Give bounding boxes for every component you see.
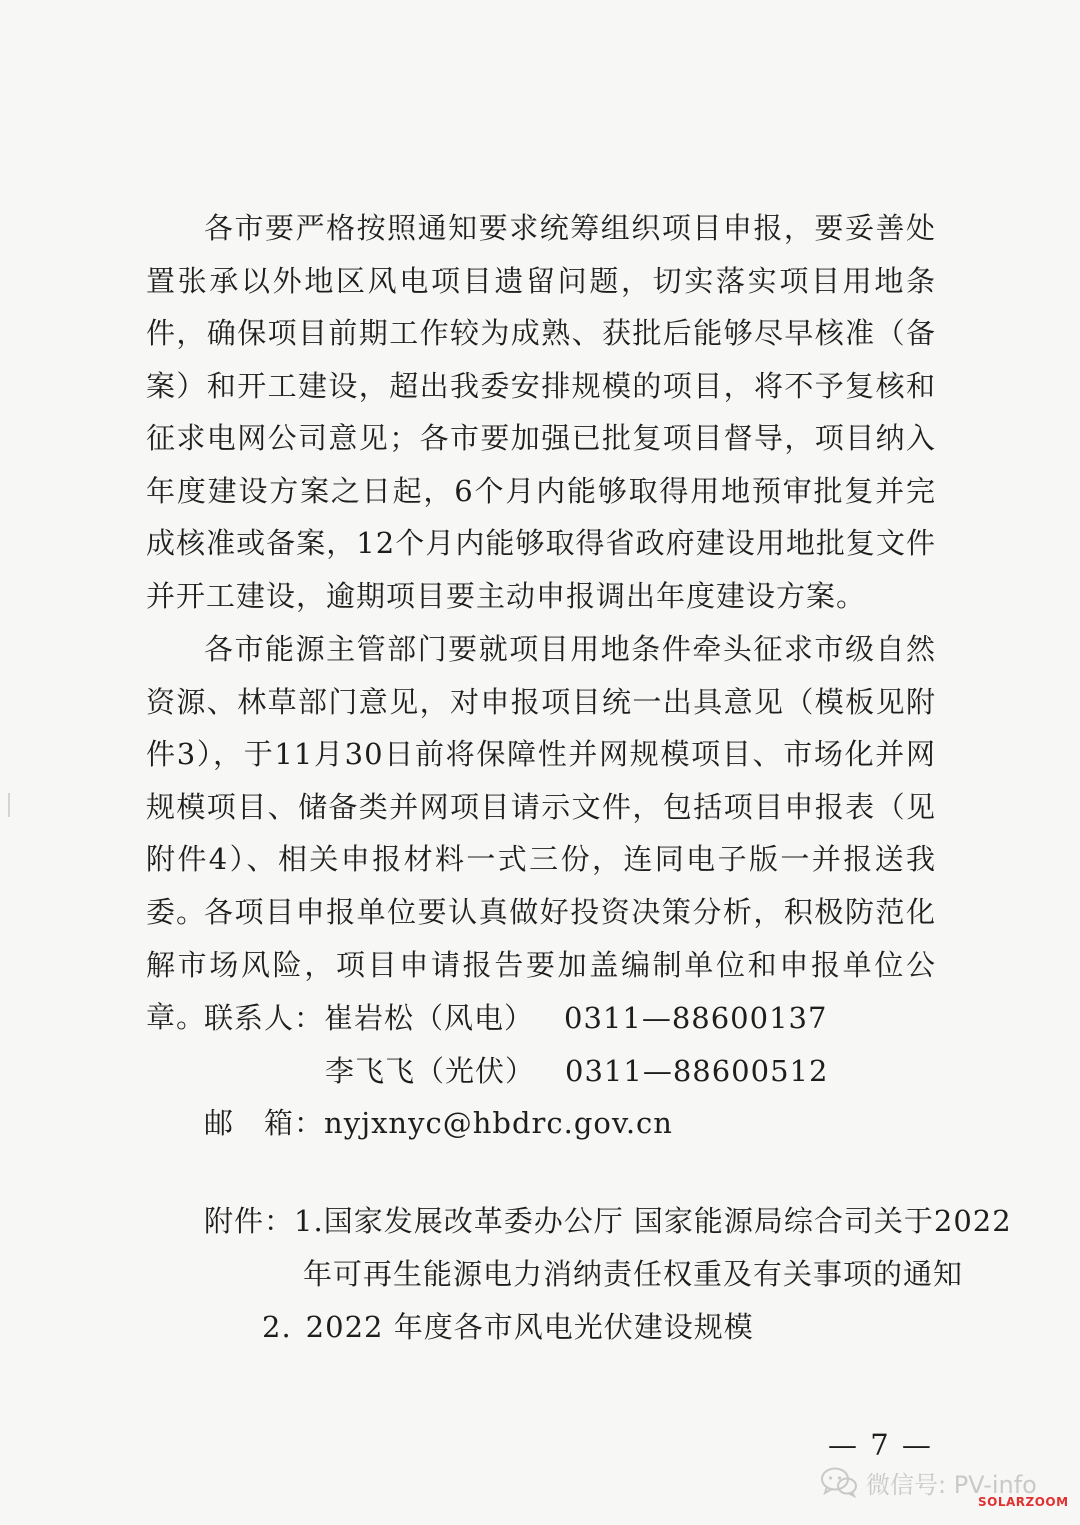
contact-name: 崔岩松（风电） xyxy=(324,1001,535,1035)
contact-label: 联系人： xyxy=(204,1001,325,1035)
paragraph-project-requirements: 各市要严格按照通知要求统筹组织项目申报，要妥善处置张承以外地区风电项目遗留问题，切实落实项目用地条件，确保项目前期工作较为成熟、获批后能够尽早核准（备案）和开工建设，超出我委安排规模的项目，将不予复核和征求电网公司意见；各市要加强已批复项目督导，项目纳入年度建设方案之日起，6个月内能够取得用地预审批复并完成核准或备案，12个月内能够取得省政府建设用地批复文件并开工建设，逾期项目要主动申报调出年度建设方案。 xyxy=(146,211,936,613)
paragraph-investment-analysis: 各项目申报单位要认真做好投资决策分析，积极防范化解市场风险，项目申请报告要加盖编制单位和申报单位公章。 xyxy=(146,895,936,1034)
wechat-icon xyxy=(820,1466,858,1498)
email-line xyxy=(204,1097,673,1149)
watermark-text: 微信号: PV-info xyxy=(866,1470,1037,1499)
brand-logo-text: SOLARZOOM xyxy=(978,1495,1069,1509)
attachment-item-2 xyxy=(262,1301,754,1353)
contact-line-wind xyxy=(204,992,827,1044)
attachment-label: 附件： xyxy=(204,1204,295,1238)
page-number: — 7 — xyxy=(828,1428,933,1462)
attachment-number: 1. xyxy=(294,1204,324,1238)
email-address: nyjxnyc@hbdrc.gov.cn xyxy=(324,1106,673,1140)
email-label: 邮 箱： xyxy=(204,1106,325,1140)
paragraph-land-use-opinions: 各市能源主管部门要就项目用地条件牵头征求市级自然资源、林草部门意见，对申报项目统一出具意见（模板见附件3），于11月30日前将保障性并网规模项目、市场化并网规模项目、储备类并网项目请示文件，包括项目申报表（见附件4）、相关申报材料一式三份，连同电子版一并报送我委。 xyxy=(146,632,936,929)
attachment-number: 2. xyxy=(262,1310,292,1344)
attachment-title: 2022 年度各市风电光伏建设规模 xyxy=(305,1310,754,1344)
attachment-item-1-continued xyxy=(303,1248,963,1300)
attachment-item-1 xyxy=(204,1195,1012,1247)
attachment-title: 国家发展改革委办公厅 国家能源局综合司关于2022 xyxy=(323,1204,1012,1238)
contact-line-solar xyxy=(325,1045,828,1097)
margin-mark xyxy=(8,793,10,817)
contact-name: 李飞飞（光伏） xyxy=(325,1054,536,1088)
attachment-title: 年可再生能源电力消纳责任权重及有关事项的通知 xyxy=(303,1257,964,1291)
contact-phone: 0311—88600512 xyxy=(565,1054,829,1088)
contact-phone: 0311—88600137 xyxy=(564,1001,828,1035)
